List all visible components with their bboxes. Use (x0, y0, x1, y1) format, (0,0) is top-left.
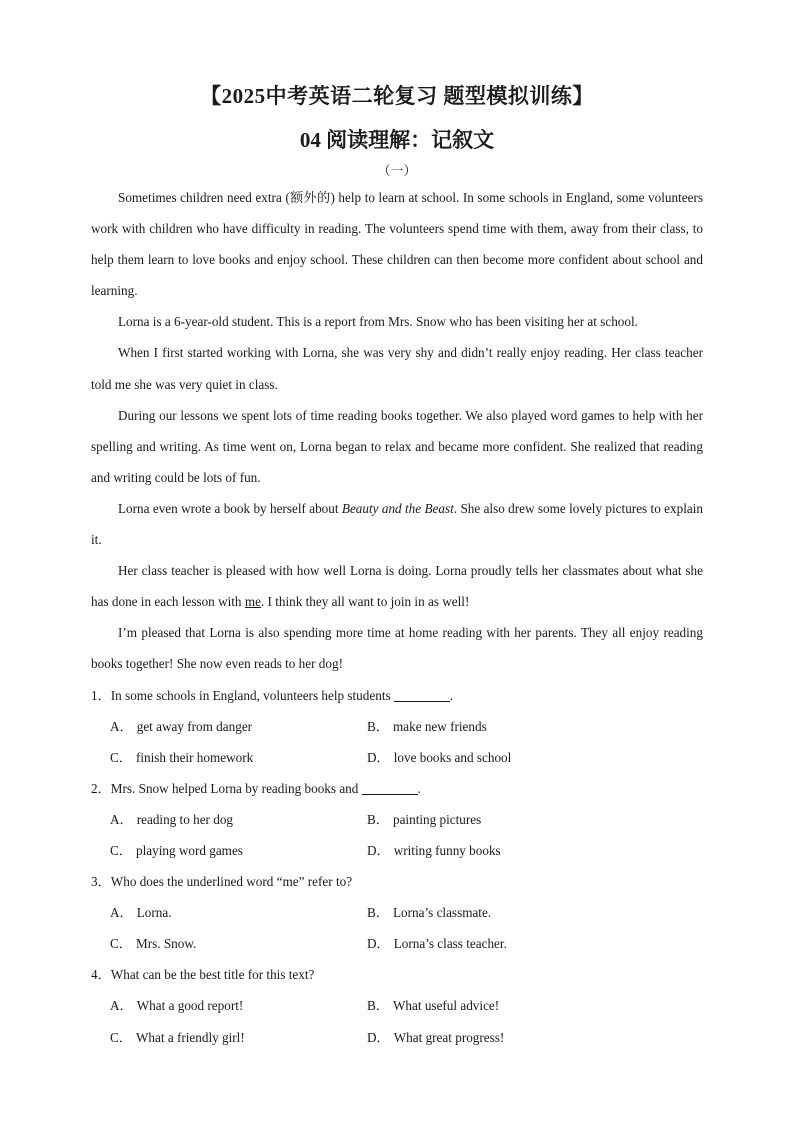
passage-paragraph-6 (91, 555, 703, 617)
reading-passage (91, 182, 703, 680)
book-title-italic: Beauty and the Beast (341, 500, 454, 516)
option-letter: C． (110, 842, 132, 858)
answer-option (367, 990, 667, 1021)
option-text: make new friends (392, 718, 487, 734)
option-text: Lorna. (136, 905, 172, 921)
paragraph-text: Her class teacher is pleased with how well Lorna is doing. Lorna proudly tells her classmates about what she has done in each lesson with (91, 563, 703, 610)
answer-option (110, 804, 367, 835)
option-letter: D． (367, 936, 390, 952)
answer-options (91, 990, 703, 1052)
underlined-word: me (244, 594, 261, 610)
document-title: 【2025中考英语二轮复习 题型模拟训练】 (200, 84, 594, 108)
question-number: 2． (91, 780, 111, 796)
answer-option (110, 990, 367, 1021)
question-item (91, 680, 703, 773)
option-text: finish their homework (135, 749, 254, 765)
answer-blank (394, 687, 450, 702)
question-item (91, 773, 703, 866)
option-letter: C． (110, 749, 132, 765)
question-number: 1． (91, 687, 111, 703)
option-letter: A． (110, 998, 133, 1014)
answer-option (110, 711, 367, 742)
answer-option (110, 835, 367, 866)
option-letter: D． (367, 1029, 390, 1045)
option-text: Lorna’s class teacher. (393, 936, 507, 952)
option-letter: B． (367, 811, 389, 827)
document-page (91, 78, 703, 1053)
answer-options (91, 804, 703, 866)
option-letter: B． (367, 998, 389, 1014)
question-text: Mrs. Snow helped Lorna by reading books and (110, 780, 362, 796)
answer-option (367, 835, 667, 866)
answer-option (367, 1022, 667, 1053)
option-text: get away from danger (136, 718, 253, 734)
passage-paragraph-3: When I first started working with Lorna, she was very shy and didn’t really enjoy reading. Her class teacher told me she was very quiet in class. (91, 345, 703, 392)
document-subtitle: 04 阅读理解：记叙文 (299, 128, 495, 152)
question-stem (91, 773, 703, 804)
option-letter: C． (110, 1029, 132, 1045)
option-text: painting pictures (392, 811, 482, 827)
answer-option (110, 1022, 367, 1053)
passage-paragraph-1: Sometimes children need extra (额外的) help to learn at school. In some schools in England, some volunteers work with children who have difficulty in reading. The volunteers spend time with them, away from their class, to help them learn to love books and enjoy school. These children can then become more confident about school and learning. (91, 190, 703, 299)
section-number: （一） (377, 163, 417, 178)
passage-paragraph-7: I’m pleased that Lorna is also spending more time at home reading with her parents. They all enjoy reading books together! She now even reads to her dog! (91, 625, 703, 672)
answer-option (367, 711, 667, 742)
question-text-end: . (449, 687, 454, 703)
question-text: What can be the best title for this text? (110, 967, 315, 983)
question-number: 3． (91, 874, 111, 890)
answer-option (367, 897, 667, 928)
question-stem (91, 680, 703, 711)
option-letter: A． (110, 905, 133, 921)
paragraph-text: Lorna even wrote a book by herself about (118, 500, 342, 516)
option-text: What great progress! (393, 1029, 505, 1045)
question-item (91, 959, 703, 1052)
question-text-end: . (417, 780, 421, 796)
question-text: Who does the underlined word “me” refer to? (110, 874, 353, 890)
question-list (91, 680, 703, 1053)
passage-paragraph-5 (91, 493, 703, 555)
option-text: playing word games (135, 842, 243, 858)
option-text: writing funny books (393, 842, 501, 858)
answer-option (110, 928, 367, 959)
option-text: Mrs. Snow. (135, 936, 197, 952)
option-letter: D． (367, 749, 390, 765)
option-text: What a friendly girl! (135, 1029, 245, 1045)
answer-option (367, 804, 667, 835)
paragraph-text: . She also drew some lovely pictures to explain it. (91, 500, 703, 548)
option-letter: A． (110, 718, 133, 734)
question-item (91, 866, 703, 959)
option-text: Lorna’s classmate. (392, 905, 492, 921)
option-text: What useful advice! (392, 998, 500, 1014)
paragraph-text: . I think they all want to join in as well! (260, 594, 470, 610)
option-letter: D． (367, 842, 390, 858)
passage-paragraph-2: Lorna is a 6-year-old student. This is a report from Mrs. Snow who has been visiting her at school. (118, 314, 638, 330)
option-letter: B． (367, 905, 389, 921)
question-number: 4． (91, 967, 111, 983)
option-letter: C． (110, 936, 132, 952)
option-letter: A． (110, 811, 133, 827)
option-text: love books and school (393, 749, 512, 765)
option-text: What a good report! (136, 998, 244, 1014)
option-letter: B． (367, 718, 389, 734)
answer-options (91, 711, 703, 773)
question-stem (91, 959, 703, 990)
question-stem (91, 866, 703, 897)
answer-option (110, 897, 367, 928)
answer-blank (362, 780, 418, 795)
option-text: reading to her dog (136, 811, 234, 827)
answer-option (367, 742, 667, 773)
answer-option (367, 928, 667, 959)
answer-options (91, 897, 703, 959)
answer-option (110, 742, 367, 773)
question-text: In some schools in England, volunteers help students (110, 687, 394, 703)
passage-paragraph-4: During our lessons we spent lots of time reading books together. We also played word games to help with her spelling and writing. As time went on, Lorna began to relax and became more confident. She realized that reading and writing could be lots of fun. (91, 407, 703, 485)
